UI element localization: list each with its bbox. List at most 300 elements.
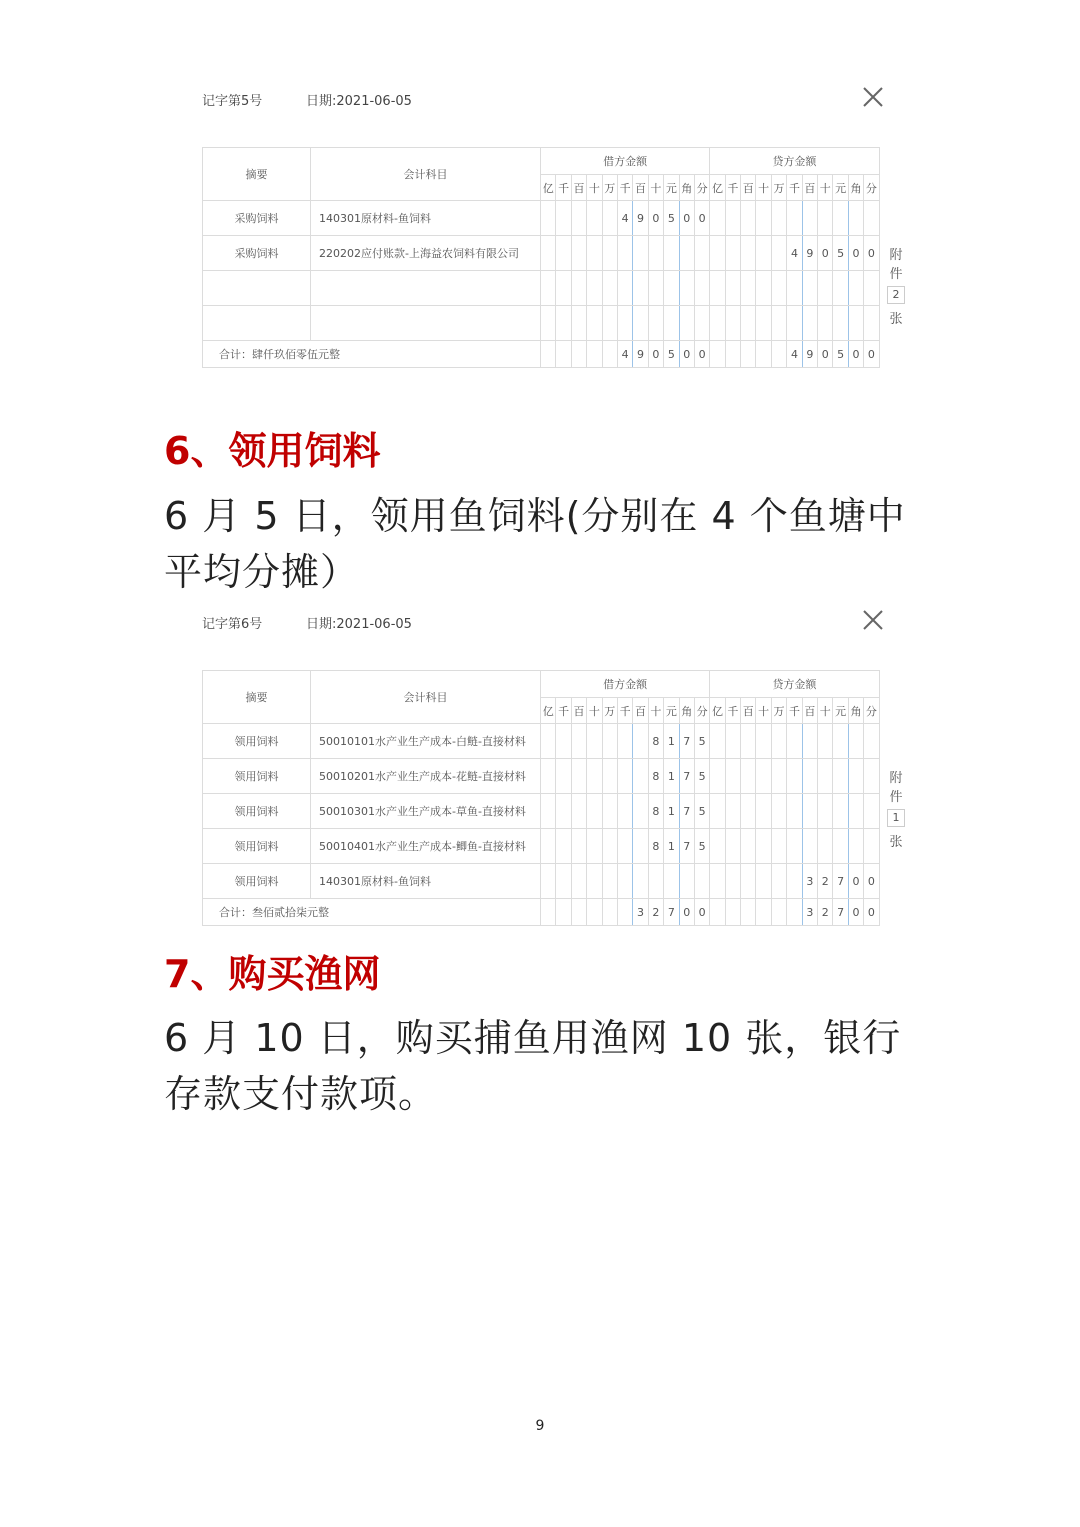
credit-digit: [802, 829, 817, 864]
credit-digit: [725, 794, 740, 829]
credit-digit: [710, 306, 725, 341]
digit-header: 分: [694, 698, 709, 724]
debit-digit: [679, 236, 694, 271]
voucher-date: 日期:2021-06-05: [306, 617, 412, 632]
credit-digit: [756, 794, 771, 829]
digit-header: 千: [617, 698, 632, 724]
section-heading-6: 6、领用饲料: [164, 429, 381, 473]
credit-digit: 0: [864, 864, 879, 899]
digit-header: 千: [725, 175, 740, 201]
credit-digit: [771, 271, 786, 306]
account-cell[interactable]: 140301原材料-鱼饲料: [311, 864, 541, 899]
digit-header: 元: [833, 698, 848, 724]
account-cell[interactable]: 50010201水产业生产成本-花鲢-直接材料: [311, 759, 541, 794]
debit-digit: [556, 236, 571, 271]
col-account-header: 会计科目: [311, 671, 541, 724]
debit-digit: [602, 306, 617, 341]
debit-digit: [587, 236, 602, 271]
total-credit-digit: [771, 899, 786, 926]
credit-digit: [848, 271, 863, 306]
debit-digit: [587, 864, 602, 899]
debit-digit: [633, 829, 648, 864]
debit-digit: [694, 236, 709, 271]
debit-digit: [541, 236, 556, 271]
col-account-header: 会计科目: [311, 148, 541, 201]
total-debit-digit: [602, 341, 617, 368]
debit-digit: [633, 794, 648, 829]
debit-digit: [602, 271, 617, 306]
credit-digit: [756, 759, 771, 794]
col-debit-header: 借方金额: [541, 148, 710, 175]
credit-digit: [756, 201, 771, 236]
digit-header: 百: [802, 698, 817, 724]
account-cell[interactable]: 220202应付账款-上海益农饲料有限公司: [311, 236, 541, 271]
debit-digit: [602, 864, 617, 899]
summary-cell[interactable]: 采购饲料: [203, 201, 311, 236]
digit-header: 角: [848, 175, 863, 201]
credit-digit: [787, 829, 802, 864]
credit-digit: [725, 271, 740, 306]
debit-digit: [694, 271, 709, 306]
account-cell[interactable]: [311, 306, 541, 341]
digit-header: 十: [648, 698, 663, 724]
digit-header: 亿: [541, 175, 556, 201]
debit-digit: [694, 864, 709, 899]
table-row[interactable]: [203, 724, 880, 759]
table-row[interactable]: [203, 236, 880, 271]
voucher-date: 日期:2021-06-05: [306, 94, 412, 109]
debit-digit: [617, 864, 632, 899]
credit-digit: [756, 829, 771, 864]
total-credit-digit: [741, 899, 756, 926]
credit-digit: [725, 724, 740, 759]
debit-digit: [679, 306, 694, 341]
total-debit-digit: 0: [694, 899, 709, 926]
digit-header: 十: [756, 698, 771, 724]
digit-header: 百: [633, 175, 648, 201]
total-credit-digit: 0: [864, 341, 879, 368]
total-debit-digit: [541, 899, 556, 926]
summary-cell[interactable]: 领用饲料: [203, 794, 311, 829]
total-credit-digit: [771, 341, 786, 368]
debit-digit: [556, 271, 571, 306]
digit-header: 百: [741, 175, 756, 201]
digit-header: 元: [833, 175, 848, 201]
total-credit-digit: [756, 341, 771, 368]
credit-digit: [818, 829, 833, 864]
total-credit-digit: 5: [833, 341, 848, 368]
total-debit-digit: 5: [664, 341, 679, 368]
credit-digit: [771, 236, 786, 271]
digit-header: 百: [802, 175, 817, 201]
debit-digit: 5: [694, 724, 709, 759]
debit-digit: 1: [664, 794, 679, 829]
debit-digit: [571, 201, 586, 236]
debit-digit: 1: [664, 724, 679, 759]
debit-digit: [617, 724, 632, 759]
credit-digit: [725, 236, 740, 271]
digit-header: 角: [848, 698, 863, 724]
credit-digit: [818, 306, 833, 341]
debit-digit: [633, 271, 648, 306]
debit-digit: [587, 201, 602, 236]
col-credit-header: 贷方金额: [710, 671, 879, 698]
total-credit-digit: 9: [802, 341, 817, 368]
credit-digit: [864, 724, 879, 759]
attachment-label: 件: [889, 790, 903, 805]
debit-digit: [556, 864, 571, 899]
debit-digit: [571, 306, 586, 341]
digit-header: 百: [571, 175, 586, 201]
summary-cell[interactable]: 领用饲料: [203, 829, 311, 864]
debit-digit: [664, 271, 679, 306]
debit-digit: [556, 829, 571, 864]
credit-digit: [787, 201, 802, 236]
total-debit-digit: 0: [648, 341, 663, 368]
summary-cell[interactable]: [203, 271, 311, 306]
credit-digit: 7: [833, 864, 848, 899]
credit-digit: [741, 201, 756, 236]
digit-header: 千: [725, 698, 740, 724]
credit-digit: [771, 794, 786, 829]
digit-header: 万: [602, 175, 617, 201]
summary-cell[interactable]: 领用饲料: [203, 864, 311, 899]
table-row[interactable]: [203, 794, 880, 829]
total-credit-digit: 2: [818, 899, 833, 926]
attachment-unit: 张: [889, 835, 903, 850]
credit-digit: [864, 201, 879, 236]
total-debit-digit: [587, 899, 602, 926]
credit-digit: [833, 306, 848, 341]
debit-digit: [617, 759, 632, 794]
credit-digit: [741, 759, 756, 794]
section-text-6: 6 月 5 日，领用鱼饲料(分别在 4 个鱼塘中平均分摊）: [164, 494, 906, 594]
debit-digit: 8: [648, 794, 663, 829]
credit-digit: [802, 794, 817, 829]
attachment-label: 附: [889, 248, 903, 263]
digit-header: 分: [694, 175, 709, 201]
attachment-number[interactable]: 1: [887, 809, 905, 827]
debit-digit: [648, 271, 663, 306]
debit-digit: 5: [694, 794, 709, 829]
col-debit-header: 借方金额: [541, 671, 710, 698]
table-row[interactable]: [203, 306, 880, 341]
debit-digit: [541, 829, 556, 864]
table-row[interactable]: [203, 864, 880, 899]
total-debit-digit: [571, 341, 586, 368]
digit-header: 万: [771, 175, 786, 201]
debit-digit: 8: [648, 829, 663, 864]
account-cell[interactable]: 50010101水产业生产成本-白鲢-直接材料: [311, 724, 541, 759]
credit-digit: [833, 724, 848, 759]
debit-digit: 4: [617, 201, 632, 236]
debit-digit: [602, 201, 617, 236]
debit-digit: [587, 271, 602, 306]
credit-digit: [710, 864, 725, 899]
debit-digit: [602, 829, 617, 864]
table-row[interactable]: [203, 759, 880, 794]
debit-digit: [587, 306, 602, 341]
credit-digit: [710, 829, 725, 864]
table-row[interactable]: [203, 829, 880, 864]
credit-digit: [833, 271, 848, 306]
credit-digit: [848, 759, 863, 794]
digit-header: 千: [787, 175, 802, 201]
debit-digit: [571, 864, 586, 899]
credit-digit: [756, 864, 771, 899]
voucher-table: [202, 670, 880, 926]
digit-header: 十: [818, 698, 833, 724]
voucher-header: [200, 607, 900, 637]
page-number: 9: [535, 1418, 545, 1434]
summary-cell[interactable]: 领用饲料: [203, 724, 311, 759]
debit-digit: [664, 864, 679, 899]
credit-digit: [725, 201, 740, 236]
debit-digit: [571, 829, 586, 864]
credit-digit: [818, 759, 833, 794]
account-cell[interactable]: [311, 271, 541, 306]
total-debit-digit: [556, 899, 571, 926]
table-row[interactable]: [203, 271, 880, 306]
debit-digit: [602, 759, 617, 794]
credit-digit: [710, 794, 725, 829]
total-credit-digit: [710, 341, 725, 368]
debit-digit: [571, 759, 586, 794]
total-row: [203, 341, 880, 368]
digit-header: 角: [679, 698, 694, 724]
total-credit-digit: [741, 341, 756, 368]
credit-digit: [802, 759, 817, 794]
total-credit-digit: [710, 899, 725, 926]
credit-digit: [756, 236, 771, 271]
debit-digit: [602, 236, 617, 271]
debit-digit: [571, 236, 586, 271]
debit-digit: [541, 724, 556, 759]
account-cell[interactable]: 50010301水产业生产成本-草鱼-直接材料: [311, 794, 541, 829]
digit-header: 十: [818, 175, 833, 201]
total-debit-digit: [571, 899, 586, 926]
digit-header: 分: [864, 175, 879, 201]
total-debit-digit: 2: [648, 899, 663, 926]
total-credit-digit: 3: [802, 899, 817, 926]
debit-digit: [633, 306, 648, 341]
total-debit-digit: 3: [633, 899, 648, 926]
credit-digit: 0: [864, 236, 879, 271]
debit-digit: 5: [694, 759, 709, 794]
debit-digit: [571, 724, 586, 759]
debit-digit: [587, 794, 602, 829]
digit-header: 百: [571, 698, 586, 724]
debit-digit: [556, 794, 571, 829]
digit-header: 亿: [541, 698, 556, 724]
attachment-count: [886, 244, 906, 327]
credit-digit: [802, 201, 817, 236]
debit-digit: [633, 236, 648, 271]
credit-digit: [741, 306, 756, 341]
close-icon[interactable]: [860, 607, 886, 633]
credit-digit: [771, 201, 786, 236]
digit-header: 十: [648, 175, 663, 201]
total-debit-digit: 0: [679, 899, 694, 926]
debit-digit: 5: [664, 201, 679, 236]
credit-digit: [787, 759, 802, 794]
debit-digit: [541, 864, 556, 899]
debit-digit: [587, 829, 602, 864]
digit-header: 元: [664, 175, 679, 201]
debit-digit: [617, 829, 632, 864]
debit-digit: 0: [694, 201, 709, 236]
credit-digit: [741, 724, 756, 759]
section-heading-7: 7、购买渔网: [164, 952, 381, 996]
voucher-header: [200, 84, 900, 114]
debit-digit: [648, 236, 663, 271]
credit-digit: [818, 794, 833, 829]
attachment-label: 附: [889, 771, 903, 786]
section-text-7: 6 月 10 日，购买捕鱼用渔网 10 张，银行存款支付款项。: [164, 1016, 902, 1116]
summary-cell[interactable]: 采购饲料: [203, 236, 311, 271]
debit-digit: [679, 864, 694, 899]
credit-digit: [771, 829, 786, 864]
credit-digit: [848, 794, 863, 829]
credit-digit: 5: [833, 236, 848, 271]
debit-digit: 7: [679, 759, 694, 794]
debit-digit: [541, 306, 556, 341]
col-summary-header: 摘要: [203, 148, 311, 201]
credit-digit: [833, 201, 848, 236]
col-credit-header: 贷方金额: [710, 148, 879, 175]
credit-digit: [741, 829, 756, 864]
total-credit-digit: 4: [787, 341, 802, 368]
total-debit-digit: [617, 899, 632, 926]
voucher-number: 记字第6号: [202, 617, 263, 632]
total-debit-digit: [587, 341, 602, 368]
account-cell[interactable]: 50010401水产业生产成本-鲫鱼-直接材料: [311, 829, 541, 864]
debit-digit: 0: [679, 201, 694, 236]
debit-digit: 1: [664, 829, 679, 864]
credit-digit: [725, 759, 740, 794]
account-cell[interactable]: 140301原材料-鱼饲料: [311, 201, 541, 236]
credit-digit: [741, 794, 756, 829]
total-credit-digit: [756, 899, 771, 926]
debit-digit: 7: [679, 794, 694, 829]
total-credit-digit: 0: [864, 899, 879, 926]
credit-digit: [802, 306, 817, 341]
debit-digit: [556, 201, 571, 236]
credit-digit: [725, 306, 740, 341]
credit-digit: [741, 864, 756, 899]
close-icon[interactable]: [860, 84, 886, 110]
attachment-number[interactable]: 2: [887, 286, 905, 304]
debit-digit: [617, 236, 632, 271]
credit-digit: [771, 759, 786, 794]
digit-header: 万: [602, 698, 617, 724]
debit-digit: [602, 724, 617, 759]
attachment-count: [886, 767, 906, 850]
credit-digit: 0: [848, 236, 863, 271]
digit-header: 十: [587, 175, 602, 201]
credit-digit: [741, 236, 756, 271]
total-label: 合计：肆仟玖佰零伍元整: [203, 341, 541, 368]
credit-digit: [848, 829, 863, 864]
credit-digit: [787, 864, 802, 899]
debit-digit: [541, 271, 556, 306]
credit-digit: [756, 271, 771, 306]
digit-header: 千: [617, 175, 632, 201]
digit-header: 亿: [710, 175, 725, 201]
credit-digit: [741, 271, 756, 306]
total-row: [203, 899, 880, 926]
table-row[interactable]: [203, 201, 880, 236]
debit-digit: [571, 271, 586, 306]
debit-digit: 5: [694, 829, 709, 864]
debit-digit: [541, 794, 556, 829]
credit-digit: [771, 724, 786, 759]
total-debit-digit: 9: [633, 341, 648, 368]
credit-digit: [771, 306, 786, 341]
digit-header: 千: [787, 698, 802, 724]
debit-digit: 1: [664, 759, 679, 794]
digit-header: 十: [587, 698, 602, 724]
credit-digit: [771, 864, 786, 899]
debit-digit: [587, 759, 602, 794]
debit-digit: [541, 201, 556, 236]
credit-digit: [833, 759, 848, 794]
digit-header: 十: [756, 175, 771, 201]
credit-digit: [864, 759, 879, 794]
credit-digit: [787, 271, 802, 306]
debit-digit: [633, 864, 648, 899]
total-credit-digit: [725, 899, 740, 926]
total-debit-digit: 7: [664, 899, 679, 926]
debit-digit: 7: [679, 724, 694, 759]
debit-digit: [664, 236, 679, 271]
credit-digit: [802, 271, 817, 306]
total-credit-digit: 0: [848, 341, 863, 368]
credit-digit: [756, 724, 771, 759]
digit-header: 千: [556, 698, 571, 724]
debit-digit: [556, 759, 571, 794]
credit-digit: [848, 201, 863, 236]
voucher-number: 记字第5号: [202, 94, 263, 109]
attachment-unit: 张: [889, 312, 903, 327]
debit-digit: [664, 306, 679, 341]
summary-cell[interactable]: 领用饲料: [203, 759, 311, 794]
total-debit-digit: 0: [679, 341, 694, 368]
credit-digit: [833, 794, 848, 829]
credit-digit: [725, 829, 740, 864]
summary-cell[interactable]: [203, 306, 311, 341]
debit-digit: 0: [648, 201, 663, 236]
col-summary-header: 摘要: [203, 671, 311, 724]
debit-digit: [648, 306, 663, 341]
credit-digit: 3: [802, 864, 817, 899]
credit-digit: 0: [818, 236, 833, 271]
credit-digit: [710, 759, 725, 794]
credit-digit: [833, 829, 848, 864]
total-credit-digit: 0: [848, 899, 863, 926]
credit-digit: [787, 794, 802, 829]
digit-header: 角: [679, 175, 694, 201]
credit-digit: [818, 724, 833, 759]
debit-digit: [617, 271, 632, 306]
credit-digit: [864, 271, 879, 306]
debit-digit: 8: [648, 724, 663, 759]
credit-digit: [787, 724, 802, 759]
credit-digit: [756, 306, 771, 341]
debit-digit: [679, 271, 694, 306]
debit-digit: [694, 306, 709, 341]
debit-digit: 9: [633, 201, 648, 236]
